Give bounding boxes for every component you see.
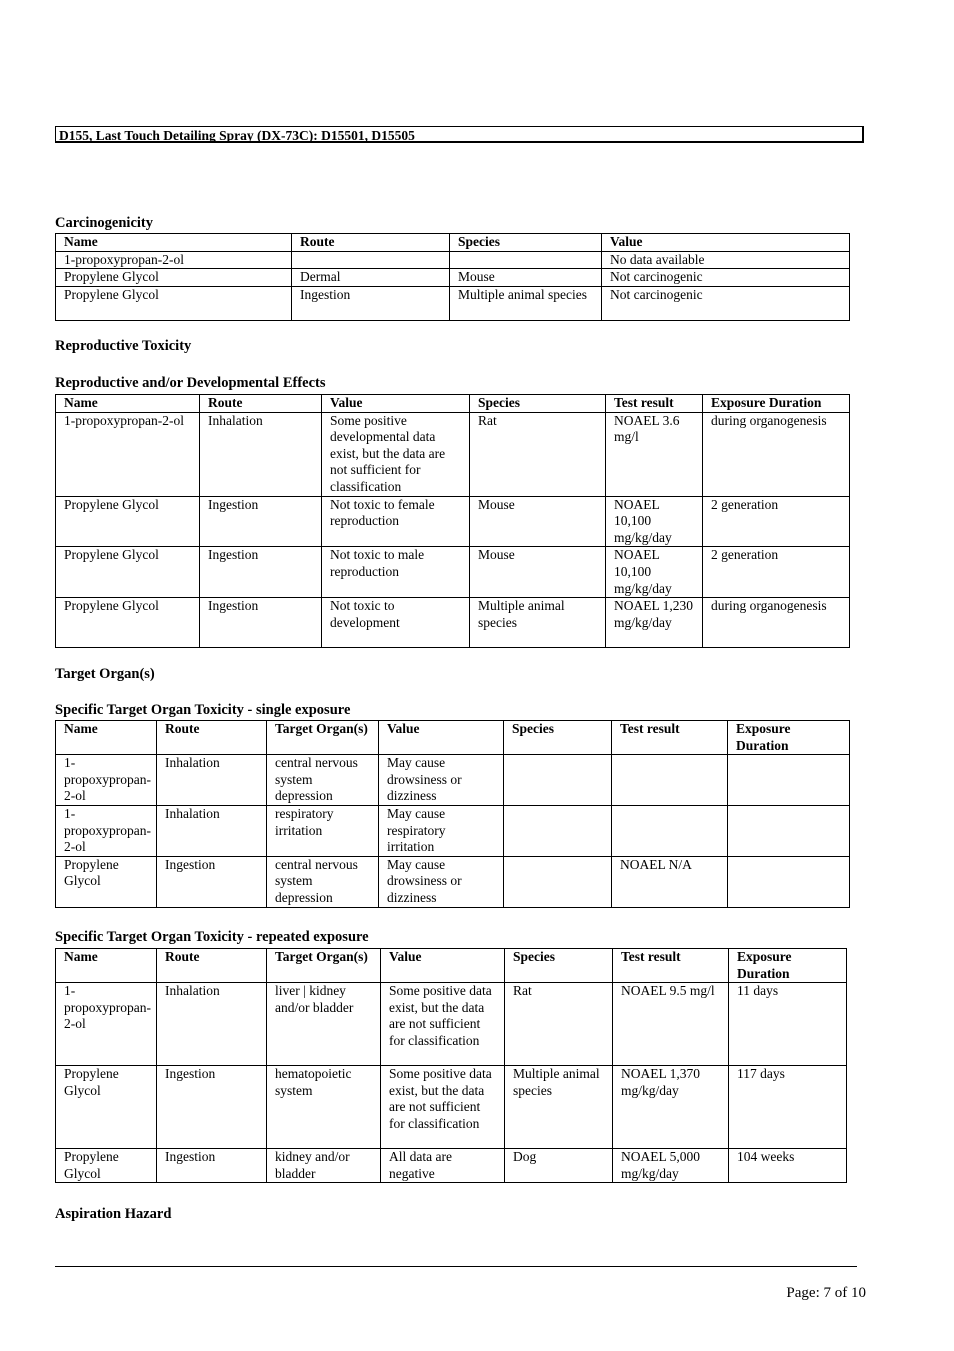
table-cell: Not toxic to male reproduction [322,547,470,598]
table-cell: NOAEL 10,100 mg/kg/day [606,547,703,598]
column-header: Species [505,949,613,983]
table-cell: hematopoietic system [267,1066,381,1149]
table-cell: kidney and/or bladder [267,1149,381,1183]
carcinogenicity-heading: Carcinogenicity [55,215,153,231]
table-header-row [56,395,850,413]
column-header: Name [56,721,157,755]
target-organs-heading: Target Organ(s) [55,666,155,682]
table-cell [728,856,850,907]
table-cell: May cause drowsiness or dizziness [379,856,504,907]
table-cell [504,755,612,806]
column-header: Route [200,395,322,413]
table-cell: Dermal [292,269,450,287]
table-cell [504,856,612,907]
table-cell: 11 days [729,983,847,1066]
table-cell [728,805,850,856]
table-row [56,598,850,648]
table-row [56,1066,847,1149]
column-header: Exposure Duration [728,721,850,755]
table-cell: Dog [505,1149,613,1183]
table-cell: Ingestion [157,856,267,907]
column-header: Test result [613,949,729,983]
page-number: Page: 7 of 10 [786,1285,866,1301]
table-cell: 1-propoxypropan-2-ol [56,805,157,856]
table-cell: central nervous system depression [267,856,379,907]
table-cell: 1-propoxypropan-2-ol [56,412,200,496]
reproductive-toxicity-heading: Reproductive Toxicity [55,338,192,354]
stot-single-table [55,720,850,908]
table-cell: Mouse [450,269,602,287]
table-cell: respiratory irritation [267,805,379,856]
table-header-row [56,949,847,983]
column-header: Name [56,234,292,252]
table-cell: NOAEL 5,000 mg/kg/day [613,1149,729,1183]
table-cell: Propylene Glycol [56,269,292,287]
table-cell: May cause respiratory irritation [379,805,504,856]
column-header: Value [322,395,470,413]
column-header: Route [157,721,267,755]
table-cell: Not carcinogenic [602,286,850,320]
table-cell: May cause drowsiness or dizziness [379,755,504,806]
table-cell: central nervous system depression [267,755,379,806]
table-cell: 117 days [729,1066,847,1149]
column-header: Route [157,949,267,983]
column-header: Target Organ(s) [267,721,379,755]
table-cell: No data available [602,251,850,269]
table-cell: Multiple animal species [450,286,602,320]
table-cell: NOAEL 1,370 mg/kg/day [613,1066,729,1149]
table-cell: Some positive data exist, but the data are not sufficient for classification [381,983,505,1066]
table-cell: Ingestion [292,286,450,320]
column-header: Value [381,949,505,983]
table-row [56,269,850,287]
table-cell [292,251,450,269]
table-cell: 1-propoxypropan-2-ol [56,983,157,1066]
table-cell: Ingestion [157,1149,267,1183]
table-cell: Ingestion [200,547,322,598]
table-cell: Propylene Glycol [56,547,200,598]
table-header-row [56,234,850,252]
table-cell: Multiple animal species [505,1066,613,1149]
column-header: Name [56,395,200,413]
table-cell [450,251,602,269]
table-row [56,1149,847,1183]
table-cell: Inhalation [157,805,267,856]
column-header: Name [56,949,157,983]
table-row [56,412,850,496]
table-cell [728,755,850,806]
column-header: Species [504,721,612,755]
table-cell: Multiple animal species [470,598,606,648]
table-cell: 1-propoxypropan-2-ol [56,755,157,806]
table-cell: NOAEL N/A [612,856,728,907]
table-cell: Rat [470,412,606,496]
table-cell: Ingestion [200,598,322,648]
table-cell: All data are negative [381,1149,505,1183]
table-row [56,983,847,1066]
table-cell: Mouse [470,547,606,598]
carcinogenicity-table [55,233,850,321]
table-row [56,755,850,806]
document-header: D155, Last Touch Detailing Spray (DX-73C): D15501, D15505 [55,126,864,143]
table-cell [612,755,728,806]
column-header: Target Organ(s) [267,949,381,983]
table-cell: Mouse [470,496,606,547]
table-row [56,805,850,856]
table-cell [612,805,728,856]
repro-effects-heading: Reproductive and/or Developmental Effects [55,375,326,391]
table-cell: during organogenesis [703,412,850,496]
stot-single-heading: Specific Target Organ Toxicity - single exposure [55,702,351,718]
table-cell: during organogenesis [703,598,850,648]
table-cell: Propylene Glycol [56,286,292,320]
table-cell: Not toxic to development [322,598,470,648]
stot-repeated-table [55,948,847,1183]
column-header: Route [292,234,450,252]
table-cell: 2 generation [703,547,850,598]
table-cell: Propylene Glycol [56,856,157,907]
table-cell: NOAEL 3.6 mg/l [606,412,703,496]
table-row [56,856,850,907]
table-cell: liver | kidney and/or bladder [267,983,381,1066]
table-cell: NOAEL 9.5 mg/l [613,983,729,1066]
table-cell: NOAEL 10,100 mg/kg/day [606,496,703,547]
table-cell: Propylene Glycol [56,1149,157,1183]
table-cell: Inhalation [157,755,267,806]
table-cell: Ingestion [200,496,322,547]
table-header-row [56,721,850,755]
table-cell: 1-propoxypropan-2-ol [56,251,292,269]
table-row [56,286,850,320]
table-cell: 104 weeks [729,1149,847,1183]
table-cell [504,805,612,856]
table-cell: Propylene Glycol [56,1066,157,1149]
table-row [56,496,850,547]
column-header: Species [470,395,606,413]
table-cell: Propylene Glycol [56,598,200,648]
table-cell: Propylene Glycol [56,496,200,547]
column-header: Value [379,721,504,755]
table-cell: Rat [505,983,613,1066]
column-header: Species [450,234,602,252]
column-header: Exposure Duration [703,395,850,413]
table-cell: NOAEL 1,230 mg/kg/day [606,598,703,648]
footer-divider [55,1266,857,1267]
table-cell: 2 generation [703,496,850,547]
stot-repeated-heading: Specific Target Organ Toxicity - repeated exposure [55,929,369,945]
table-cell: Not carcinogenic [602,269,850,287]
column-header: Test result [612,721,728,755]
table-row [56,251,850,269]
table-cell: Some positive developmental data exist, but the data are not sufficient for classification [322,412,470,496]
column-header: Value [602,234,850,252]
column-header: Test result [606,395,703,413]
table-cell: Not toxic to female reproduction [322,496,470,547]
table-cell: Some positive data exist, but the data are not sufficient for classification [381,1066,505,1149]
repro-effects-table [55,394,850,648]
table-cell: Inhalation [157,983,267,1066]
aspiration-hazard-heading: Aspiration Hazard [55,1206,172,1222]
table-cell: Inhalation [200,412,322,496]
column-header: Exposure Duration [729,949,847,983]
table-cell: Ingestion [157,1066,267,1149]
table-row [56,547,850,598]
